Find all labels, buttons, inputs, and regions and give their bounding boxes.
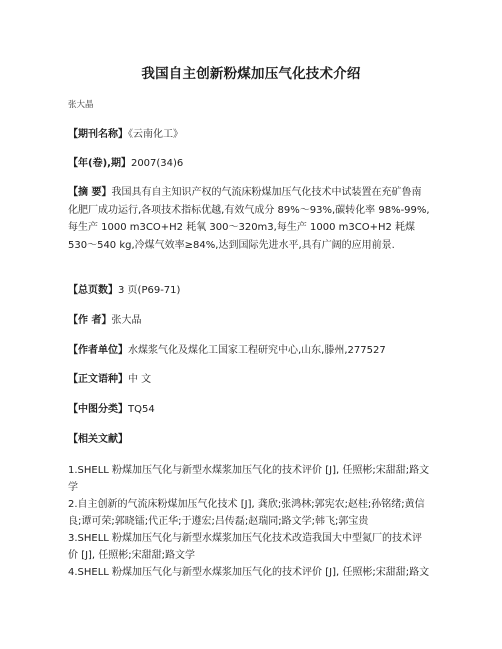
year-issue-value: 2007(34)6 — [130, 158, 184, 169]
related-item-1[interactable]: 1.SHELL 粉煤加压气化与新型水煤浆加压气化的技术评价 [J], 任照彬;宋甜甜;路文 学 — [68, 465, 430, 493]
classification-field — [68, 401, 440, 419]
related-heading — [68, 431, 440, 449]
page-title: 我国自主创新粉煤加压气化技术介绍 — [141, 66, 361, 82]
pages-label: 【总页数】 — [68, 285, 118, 296]
affiliation-field — [68, 342, 440, 360]
journal-value: 《云南化工》 — [128, 129, 183, 140]
abstract-line-2: 化肥厂成功运行,各项技术指标优越,有效气成分 89%～93%,碳转化率 98%-99%, — [68, 204, 430, 216]
classification-value: TQ54 — [128, 404, 155, 415]
related-item-2[interactable]: 2.自主创新的气流床粉煤加压气化技术 [J], 龚欣;张鸿林;郭宪农;赵桂;孙铭绪;黄信 良;谭可荣;郭晓镭;代正华;于遵宏;吕传磊;赵瑞同;路文学;韩飞;郭宝贵 — [68, 499, 425, 527]
related-label: 【相关文献】 — [68, 434, 128, 445]
pages-value: 3 页(P69-71) — [118, 285, 181, 296]
abstract-line-3: 每生产 1000 m3CO+H2 耗氧 300～320m3,每生产 1000 m3CO+H2 耗煤 — [68, 222, 416, 233]
journal-label: 【期刊名称】 — [68, 129, 128, 140]
language-label: 【正文语种】 — [68, 374, 128, 385]
abstract-field — [68, 184, 440, 254]
authors-label: 【作 者】 — [68, 315, 112, 326]
year-issue-label: 【年(卷),期】 — [68, 158, 131, 169]
related-item-3[interactable]: 3.SHELL 粉煤加压气化与新型水煤浆加压气化技术改造我国大中型氮厂的技术评 价 [J], 任照彬;宋甜甜;路文学 — [68, 533, 423, 561]
related-list — [68, 462, 440, 581]
related-item-4[interactable]: 4.SHELL 粉煤加压气化与新型水煤浆加压气化的技术评价 [J], 任照彬;宋甜甜;路文 — [68, 567, 430, 578]
affiliation-value: 水煤浆气化及煤化工国家工程研究中心,山东,滕州,277527 — [128, 345, 386, 356]
language-value: 中 文 — [128, 374, 152, 385]
authors-field — [68, 312, 440, 330]
abstract-label: 【摘 要】 — [68, 187, 112, 198]
language-field — [68, 371, 440, 389]
pages-field — [68, 282, 440, 300]
affiliation-label: 【作者单位】 — [68, 345, 128, 356]
authors-value: 张大晶 — [111, 315, 142, 326]
abstract-line-1: 我国具有自主知识产权的气流床粉煤加压气化技术中试装置在充矿鲁南 — [111, 187, 422, 198]
author-line: 张大晶 — [68, 100, 94, 110]
year-issue-field — [68, 155, 440, 173]
journal-field — [68, 126, 440, 144]
abstract-line-4: 530～540 kg,冷煤气效率≥84%,达到国际先进水平,具有广阔的应用前景. — [68, 239, 395, 251]
classification-label: 【中图分类】 — [68, 404, 128, 415]
